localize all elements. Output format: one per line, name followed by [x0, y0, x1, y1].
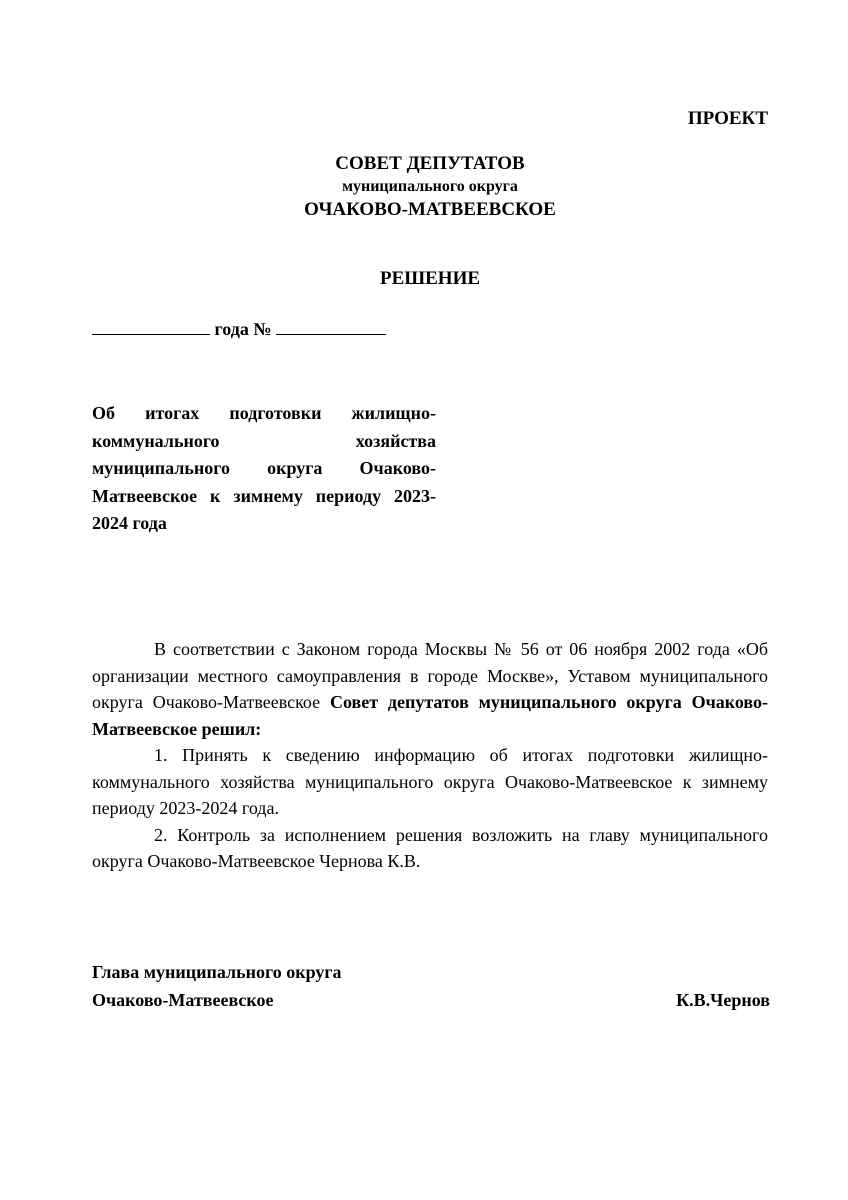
- date-number-line: [92, 316, 386, 340]
- decision-body: [92, 636, 768, 875]
- signatory-title-line2: Очаково-Матвеевское: [92, 990, 274, 1010]
- signature-block: [92, 958, 770, 1014]
- date-blank: [92, 316, 210, 335]
- district-name: ОЧАКОВО-МАТВЕЕВСКОЕ: [304, 199, 556, 220]
- preamble-paragraph: [92, 636, 768, 742]
- document-type: РЕШЕНИЕ: [379, 268, 481, 289]
- decision-subject: Об итогах подготовки жилищно-коммунального хозяйства муниципального округа Очаково-Матвеевское к зимнему периоду 2023-2024 года: [92, 403, 436, 533]
- council-name: СОВЕТ ДЕПУТАТОВ: [335, 153, 525, 174]
- document-header: [0, 152, 848, 222]
- number-blank: [276, 316, 386, 335]
- signatory-row: [92, 986, 770, 1014]
- district-type: муниципального округа: [342, 178, 518, 195]
- preamble-resolution: Совет депутатов муниципального округа Очаково-Матвеевское решил:: [92, 692, 769, 739]
- decision-item-1: 1. Принять к сведению информацию об итогах подготовки жилищно-коммунального хозяйства муниципального округа Очаково-Матвеевское к зимнему периоду 2023-2024 года.: [92, 745, 768, 818]
- date-year-label: года №: [214, 319, 272, 339]
- signatory-title-line1: Глава муниципального округа: [92, 962, 342, 982]
- draft-mark: ПРОЕКТ: [687, 108, 768, 129]
- decision-item-2: 2. Контроль за исполнением решения возложить на главу муниципального округа Очаково-Матвеевское Чернова К.В.: [92, 824, 768, 871]
- signatory-name: К.В.Чернов: [676, 990, 770, 1010]
- preamble-text: В соответствии с Законом города Москвы № 56 от 06 ноября 2002 года «Об организации местного самоуправления в городе Москве», Уставом муниципального округа Очаково-Матвеевское: [92, 639, 768, 712]
